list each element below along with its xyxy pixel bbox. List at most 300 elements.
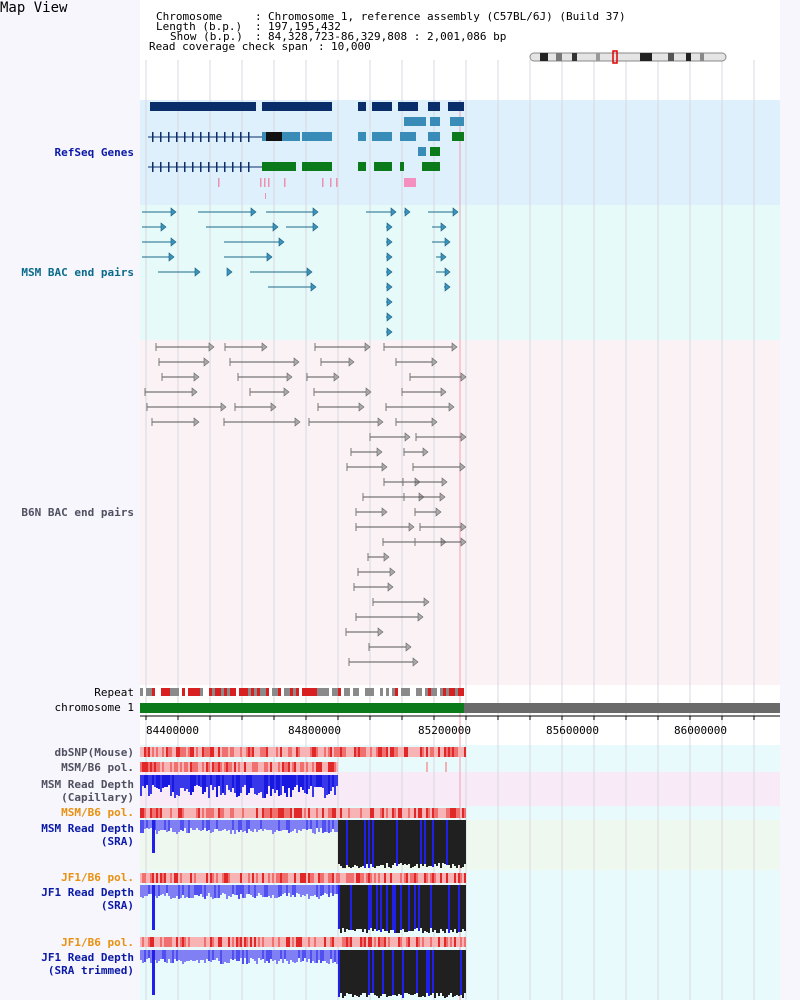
read-depth-bar (158, 820, 160, 831)
polymorphism-mark (332, 762, 334, 772)
read-depth-bar (262, 950, 264, 959)
polymorphism-mark (324, 808, 326, 818)
repeat-mark (152, 688, 155, 696)
polymorphism-mark (284, 873, 286, 883)
read-depth-bar (242, 775, 244, 787)
polymorphism-mark (192, 762, 194, 772)
polymorphism-mark (440, 937, 442, 947)
polymorphism-mark (234, 762, 236, 772)
read-depth-bar (282, 820, 284, 830)
polymorphism-mark (154, 873, 156, 883)
polymorphism-mark (414, 747, 416, 757)
polymorphism-mark (450, 808, 452, 818)
polymorphism-mark (428, 808, 430, 818)
read-depth-bar (228, 820, 230, 830)
polymorphism-mark (166, 937, 168, 947)
polymorphism-mark (200, 747, 202, 757)
polymorphism-mark (198, 747, 200, 757)
read-depth-bar (238, 820, 240, 832)
polymorphism-mark (276, 747, 278, 757)
read-depth-bar (292, 820, 294, 831)
polymorphism-mark (268, 747, 270, 757)
read-depth-bar (188, 885, 190, 898)
read-depth-bar (268, 950, 270, 963)
polymorphism-mark (154, 762, 156, 772)
read-depth-bar (292, 950, 294, 962)
repeat-mark (356, 688, 359, 696)
polymorphism-mark (398, 808, 400, 818)
polymorphism-mark (254, 937, 256, 947)
track-label-jf1-b6-pol-1[interactable]: JF1/B6 pol. (61, 871, 134, 884)
polymorphism-mark (444, 808, 446, 818)
polymorphism-mark (362, 808, 364, 818)
polymorphism-mark (326, 747, 328, 757)
polymorphism-mark (242, 762, 244, 772)
polymorphism-mark (260, 873, 262, 883)
polymorphism-mark (206, 873, 208, 883)
read-depth-bar (218, 885, 220, 898)
repeat-mark (386, 688, 389, 696)
polymorphism-mark (438, 937, 440, 947)
read-depth-bar (206, 775, 208, 787)
polymorphism-mark (258, 808, 260, 818)
polymorphism-mark (386, 808, 388, 818)
read-depth-bar (376, 885, 378, 931)
read-depth-bar (454, 885, 456, 929)
polymorphism-mark (266, 747, 268, 757)
repeat-mark (242, 688, 245, 696)
polymorphism-mark (226, 937, 228, 947)
read-depth-bar (444, 950, 446, 998)
polymorphism-mark (210, 747, 212, 757)
polymorphism-mark (156, 747, 158, 757)
polymorphism-mark (390, 747, 392, 757)
polymorphism-mark (432, 747, 434, 757)
polymorphism-mark (212, 873, 214, 883)
polymorphism-mark (274, 762, 276, 772)
polymorphism-mark (426, 873, 428, 883)
gene-feature (430, 147, 440, 156)
polymorphism-mark (238, 808, 240, 818)
read-depth-bar (142, 775, 144, 786)
polymorphism-mark (234, 808, 236, 818)
polymorphism-mark (332, 747, 334, 757)
polymorphism-mark (280, 873, 282, 883)
polymorphism-mark (452, 873, 454, 883)
polymorphism-mark (454, 747, 456, 757)
polymorphism-mark (314, 808, 316, 818)
polymorphism-mark (212, 747, 214, 757)
polymorphism-mark (150, 808, 152, 818)
read-depth-bar (344, 885, 346, 932)
polymorphism-mark (224, 808, 226, 818)
read-depth-bar (264, 950, 266, 963)
polymorphism-mark (180, 762, 182, 772)
polymorphism-mark (318, 808, 320, 818)
read-depth-bar (214, 950, 216, 960)
polymorphism-mark (308, 762, 310, 772)
exon-tick (216, 132, 218, 142)
read-depth-bar (344, 820, 346, 868)
track-label-jf1-b6-pol-2[interactable]: JF1/B6 pol. (61, 936, 134, 949)
track-label-msm-depth-sra-1[interactable]: MSM Read Depth (41, 822, 134, 835)
polymorphism-mark (196, 873, 198, 883)
read-depth-bar (316, 820, 318, 828)
repeat-mark (173, 688, 176, 696)
polymorphism-mark (262, 762, 264, 772)
read-depth-bar (342, 885, 344, 928)
polymorphism-mark (282, 762, 284, 772)
polymorphism-mark (326, 873, 328, 883)
polymorphism-mark (232, 808, 234, 818)
read-depth-bar (228, 885, 230, 896)
polymorphism-mark (316, 747, 318, 757)
polymorphism-mark (380, 937, 382, 947)
read-depth-bar (140, 950, 142, 960)
polymorphism-mark (445, 762, 447, 772)
polymorphism-mark (220, 937, 222, 947)
read-depth-bar (244, 950, 246, 958)
repeat-mark (239, 688, 242, 696)
polymorphism-mark (316, 937, 318, 947)
polymorphism-mark (264, 808, 266, 818)
track-label-msm-b6-pol-2[interactable]: MSM/B6 pol. (61, 806, 134, 819)
read-depth-bar (162, 820, 164, 830)
polymorphism-mark (402, 937, 404, 947)
polymorphism-mark (376, 808, 378, 818)
exon-tick (176, 132, 178, 142)
polymorphism-mark (144, 808, 146, 818)
read-depth-bar (256, 775, 258, 795)
polymorphism-mark (192, 808, 194, 818)
polymorphism-mark (216, 747, 218, 757)
repeat-mark (305, 688, 308, 696)
read-depth-bar (268, 775, 270, 786)
ideogram-band (596, 53, 600, 61)
read-depth-bar (450, 820, 452, 868)
polymorphism-mark (276, 937, 278, 947)
read-depth-bar (458, 885, 460, 932)
polymorphism-mark (208, 762, 210, 772)
polymorphism-mark (460, 937, 462, 947)
repeat-mark (200, 688, 203, 696)
polymorphism-mark (258, 873, 260, 883)
repeat-mark (389, 688, 392, 696)
read-depth-bar (410, 820, 412, 868)
polymorphism-mark (338, 873, 340, 883)
read-depth-bar (408, 820, 410, 864)
polymorphism-mark (344, 747, 346, 757)
polymorphism-mark (160, 762, 162, 772)
polymorphism-mark (158, 808, 160, 818)
read-depth-bar (310, 775, 312, 786)
track-label-refseq[interactable]: RefSeq Genes (54, 146, 134, 159)
track-label-msm-b6-pol-1[interactable]: MSM/B6 pol. (61, 761, 134, 774)
polymorphism-mark (366, 747, 368, 757)
read-depth-bar (222, 820, 224, 830)
polymorphism-mark (204, 747, 206, 757)
repeat-mark (365, 688, 368, 696)
read-depth-bar (238, 885, 240, 899)
exon-tick (160, 162, 162, 172)
polymorphism-mark (446, 937, 448, 947)
polymorphism-mark (194, 937, 196, 947)
read-depth-bar (402, 950, 404, 998)
read-depth-bar (282, 950, 284, 963)
polymorphism-mark (300, 747, 302, 757)
polymorphism-mark (328, 747, 330, 757)
repeat-mark (248, 688, 251, 696)
read-depth-bar (306, 885, 308, 894)
polymorphism-mark (268, 762, 270, 772)
read-depth-bar (410, 885, 412, 931)
read-depth-bar (442, 885, 444, 931)
polymorphism-mark (296, 808, 298, 818)
track-label-jf1-depth-sra-1[interactable]: JF1 Read Depth (41, 886, 134, 899)
read-depth-bar (314, 950, 316, 963)
polymorphism-mark (380, 873, 382, 883)
read-depth-bar (414, 885, 416, 929)
polymorphism-mark (402, 808, 404, 818)
polymorphism-mark (388, 873, 390, 883)
polymorphism-mark (316, 762, 318, 772)
read-depth-bar (436, 950, 438, 993)
read-depth-bar (142, 885, 144, 898)
repeat-mark (161, 688, 164, 696)
read-depth-bar (164, 885, 166, 896)
polymorphism-mark (286, 808, 288, 818)
polymorphism-mark (282, 808, 284, 818)
polymorphism-mark (150, 937, 152, 947)
read-depth-bar (278, 885, 280, 897)
polymorphism-mark (218, 808, 220, 818)
polymorphism-mark (206, 808, 208, 818)
read-depth-bar (326, 775, 328, 795)
polymorphism-mark (284, 762, 286, 772)
read-depth-bar (266, 885, 268, 897)
track-label-msm-depth-cap-1[interactable]: MSM Read Depth (41, 778, 134, 791)
polymorphism-mark (330, 873, 332, 883)
polymorphism-mark (268, 937, 270, 947)
read-depth-bar (376, 820, 378, 866)
track-label-b6n-bac[interactable]: B6N BAC end pairs (21, 506, 134, 519)
repeat-mark (290, 688, 293, 696)
polymorphism-mark (392, 747, 394, 757)
read-depth-bar (298, 950, 300, 958)
repeat-mark (188, 688, 191, 696)
polymorphism-mark (300, 937, 302, 947)
polymorphism-mark (166, 808, 168, 818)
read-depth-bar (144, 775, 146, 788)
polymorphism-mark (364, 873, 366, 883)
repeat-mark (341, 688, 344, 696)
read-depth-bar (350, 820, 352, 868)
polymorphism-mark (194, 873, 196, 883)
polymorphism-mark (298, 937, 300, 947)
read-depth-bar (186, 885, 188, 897)
read-depth-bar (254, 885, 256, 898)
polymorphism-mark (240, 747, 242, 757)
polymorphism-mark (354, 747, 356, 757)
polymorphism-mark (380, 747, 382, 757)
read-depth-bar (448, 885, 450, 933)
read-depth-bar (386, 885, 388, 931)
polymorphism-mark (250, 937, 252, 947)
track-label-dbsnp[interactable]: dbSNP(Mouse) (54, 746, 134, 759)
polymorphism-mark (378, 873, 380, 883)
polymorphism-mark (234, 747, 236, 757)
read-depth-bar (302, 885, 304, 895)
polymorphism-mark (142, 808, 144, 818)
polymorphism-mark (158, 747, 160, 757)
polymorphism-mark (384, 808, 386, 818)
polymorphism-mark (140, 937, 142, 947)
polymorphism-mark (318, 762, 320, 772)
exon-tick (184, 132, 186, 142)
polymorphism-mark (392, 808, 394, 818)
read-depth-bar (428, 885, 430, 933)
axis-tick-label: 86000000 (674, 724, 727, 737)
read-depth-bar (372, 885, 374, 931)
read-depth-bar (406, 885, 408, 932)
polymorphism-mark (202, 762, 204, 772)
read-depth-bar (270, 775, 272, 796)
polymorphism-mark (196, 747, 198, 757)
polymorphism-mark (228, 873, 230, 883)
exon-tick (208, 162, 210, 172)
repeat-mark (209, 688, 212, 696)
polymorphism-mark (328, 937, 330, 947)
repeat-mark (314, 688, 317, 696)
polymorphism-mark (458, 808, 460, 818)
read-depth-bar (186, 775, 188, 789)
read-depth-bar (338, 885, 340, 929)
polymorphism-mark (152, 747, 154, 757)
read-depth-bar (272, 775, 274, 789)
gene-feature (358, 132, 366, 141)
read-depth-bar (428, 950, 430, 996)
ideogram-band (640, 53, 652, 61)
polymorphism-mark (392, 873, 394, 883)
track-label-jf1-depth-trim-1[interactable]: JF1 Read Depth (41, 951, 134, 964)
polymorphism-mark (246, 937, 248, 947)
repeat-mark (437, 688, 440, 696)
read-depth-bar (152, 820, 155, 853)
read-depth-bar (180, 775, 182, 788)
read-depth-bar (366, 820, 368, 864)
repeat-mark (323, 688, 326, 696)
polymorphism-mark (160, 937, 162, 947)
polymorphism-mark (254, 808, 256, 818)
read-depth-bar (390, 885, 392, 930)
polymorphism-mark (186, 873, 188, 883)
repeat-mark (407, 688, 410, 696)
polymorphism-mark (440, 808, 442, 818)
read-depth-bar (292, 775, 294, 790)
polymorphism-mark (168, 873, 170, 883)
polymorphism-mark (330, 747, 332, 757)
polymorphism-mark (284, 747, 286, 757)
track-label-msm-bac[interactable]: MSM BAC end pairs (21, 266, 134, 279)
exon-tick (232, 162, 234, 172)
read-depth-bar (178, 950, 180, 960)
read-depth-bar (154, 775, 156, 787)
repeat-mark (275, 688, 278, 696)
read-depth-bar (452, 885, 454, 932)
read-depth-bar (360, 950, 362, 995)
read-depth-bar (222, 775, 224, 793)
polymorphism-mark (166, 873, 168, 883)
read-depth-bar (188, 820, 190, 833)
polymorphism-mark (414, 873, 416, 883)
ideogram-band (572, 53, 577, 61)
polymorphism-mark (210, 808, 212, 818)
polymorphism-mark (382, 937, 384, 947)
polymorphism-mark (146, 762, 148, 772)
read-depth-bar (424, 885, 426, 931)
read-depth-bar (316, 885, 318, 897)
polymorphism-mark (446, 747, 448, 757)
read-depth-bar (430, 885, 432, 928)
polymorphism-mark (268, 873, 270, 883)
polymorphism-mark (464, 808, 466, 818)
polymorphism-mark (336, 762, 338, 772)
read-depth-bar (260, 820, 262, 829)
axis-tick-label: 84400000 (146, 724, 199, 737)
read-depth-bar (216, 950, 218, 958)
polymorphism-mark (448, 937, 450, 947)
read-depth-bar (194, 950, 196, 961)
read-depth-bar (150, 820, 152, 828)
polymorphism-mark (326, 762, 328, 772)
polymorphism-mark (174, 808, 176, 818)
polymorphism-mark (142, 873, 144, 883)
polymorphism-mark (262, 808, 264, 818)
read-depth-bar (286, 775, 288, 797)
polymorphism-mark (418, 808, 420, 818)
read-depth-bar (230, 775, 232, 792)
read-depth-bar (214, 775, 216, 787)
axis-tick-label: 85600000 (546, 724, 599, 737)
read-depth-bar (454, 950, 456, 996)
read-depth-bar (364, 950, 366, 993)
read-depth-bar (378, 950, 380, 998)
polymorphism-mark (302, 808, 304, 818)
read-depth-bar (452, 950, 454, 997)
page-title: Map View (0, 0, 68, 16)
length-key: Length (b.p.) (156, 20, 243, 33)
read-depth-bar (208, 950, 210, 961)
read-depth-bar (226, 885, 228, 899)
read-depth-bar (414, 950, 416, 994)
polymorphism-mark (416, 808, 418, 818)
exon-tick (160, 132, 162, 142)
polymorphism-mark (180, 808, 182, 818)
polymorphism-mark (176, 762, 178, 772)
polymorphism-mark (410, 747, 412, 757)
gene-feature (150, 102, 256, 111)
read-depth-bar (162, 950, 164, 959)
read-depth-bar (458, 820, 460, 865)
polymorphism-mark (376, 937, 378, 947)
read-depth-bar (418, 820, 420, 868)
polymorphism-mark (330, 937, 332, 947)
polymorphism-mark (174, 873, 176, 883)
polymorphism-mark (300, 808, 302, 818)
repeat-mark (272, 688, 275, 696)
polymorphism-mark (300, 762, 302, 772)
read-depth-bar (388, 885, 390, 933)
